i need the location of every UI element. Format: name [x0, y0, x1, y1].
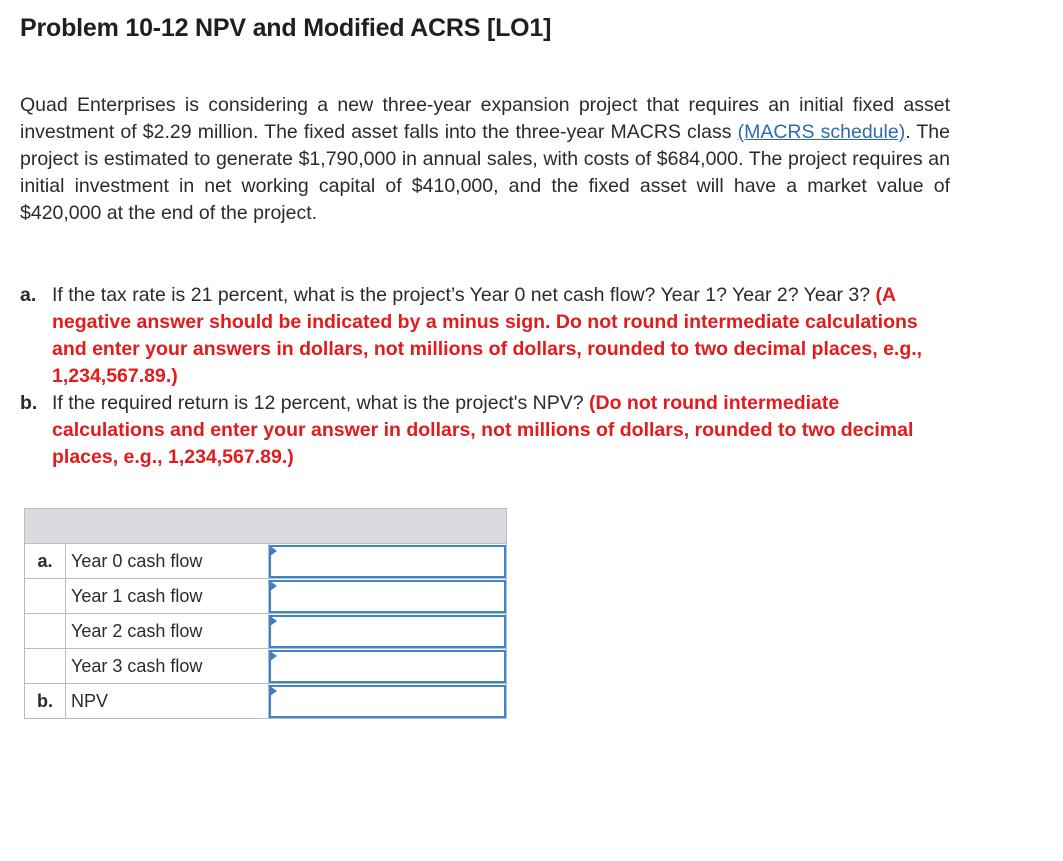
macrs-schedule-link[interactable]: (MACRS schedule) [737, 121, 906, 143]
answer-cell [269, 649, 507, 684]
question-body [52, 282, 950, 390]
year-0-cash-flow-input[interactable] [269, 545, 506, 578]
row-label: NPV [66, 684, 269, 719]
year-2-cash-flow-input[interactable] [269, 615, 506, 648]
problem-text-part-1: Quad Enterprises is considering a new three-year expansion project that requires an initial fixed asset investment of $2.29 million. The fixed asset falls into the three-year MACRS class [20, 94, 950, 143]
row-label: Year 1 cash flow [66, 579, 269, 614]
row-label: Year 3 cash flow [66, 649, 269, 684]
question-list [20, 282, 950, 471]
year-1-cash-flow-input[interactable] [269, 580, 506, 613]
question-letter: a. [20, 284, 37, 306]
npv-input[interactable] [269, 685, 506, 718]
answer-flag-icon [270, 581, 277, 591]
answer-row-npv [25, 684, 507, 719]
answer-table-header [25, 509, 507, 544]
answer-flag-icon [270, 546, 277, 556]
answer-cell [269, 614, 507, 649]
year-3-cash-flow-input[interactable] [269, 650, 506, 683]
answer-table-header-cell [25, 509, 507, 544]
row-letter [25, 579, 66, 614]
row-letter: a. [25, 544, 66, 579]
question-a [20, 282, 950, 390]
page-title: Problem 10-12 NPV and Modified ACRS [LO1] [20, 14, 552, 42]
question-b [20, 390, 950, 471]
question-text: If the required return is 12 percent, what is the project's NPV? [52, 392, 589, 414]
row-label: Year 0 cash flow [66, 544, 269, 579]
answer-flag-icon [270, 616, 277, 626]
row-letter [25, 614, 66, 649]
question-instruction: (Do not round intermediate calculations and enter your answer in dollars, not millions of dollars, rounded to two decimal places, e.g., 1,234,567.89.) [52, 392, 914, 468]
answer-cell [269, 544, 507, 579]
question-instruction: (A negative answer should be indicated by a minus sign. Do not round intermediate calculations and enter your answers in dollars, not millions of dollars, rounded to two decimal places, e.g., 1,234,567.89.) [52, 284, 923, 387]
answer-row-year-0 [25, 544, 507, 579]
problem-text-part-2: . The project is estimated to generate $1,790,000 in annual sales, with costs of $684,000. The project requires an initial investment in net working capital of $410,000, and the fixed asset will have a market value of $420,000 at the end of the project. [20, 121, 950, 224]
answer-cell [269, 579, 507, 614]
row-label: Year 2 cash flow [66, 614, 269, 649]
answer-row-year-2 [25, 614, 507, 649]
question-text: If the tax rate is 21 percent, what is the project’s Year 0 net cash flow? Year 1? Year 2? Year 3? [52, 284, 876, 306]
answer-row-year-3 [25, 649, 507, 684]
problem-statement [20, 92, 950, 227]
question-letter: b. [20, 392, 38, 414]
answer-flag-icon [270, 686, 277, 696]
answer-row-year-1 [25, 579, 507, 614]
row-letter [25, 649, 66, 684]
row-letter: b. [25, 684, 66, 719]
answer-table [24, 508, 507, 719]
answer-flag-icon [270, 651, 277, 661]
question-body [52, 390, 950, 471]
answer-cell [269, 684, 507, 719]
